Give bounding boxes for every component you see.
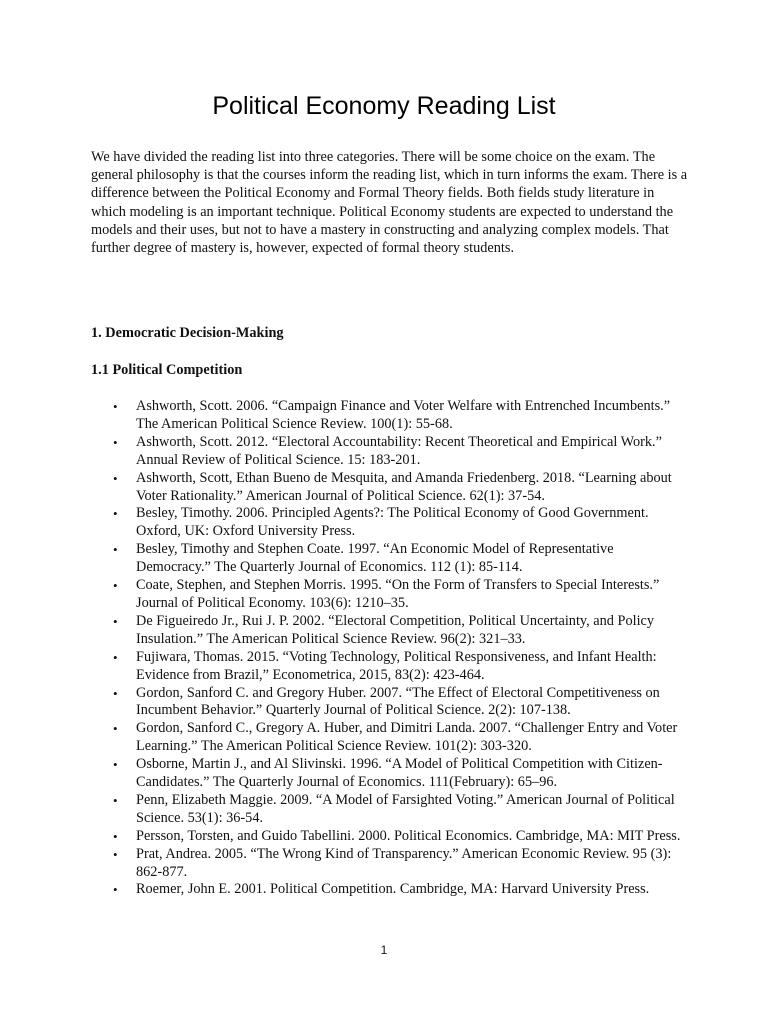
reference-text: Ashworth, Scott. 2012. “Electoral Accountability: Recent Theoretical and Empirical Work.” Annual Review of Political Science. 15: 183-201. <box>136 433 662 468</box>
reference-item <box>91 505 691 541</box>
reference-text: Coate, Stephen, and Stephen Morris. 1995. “On the Form of Transfers to Special Interests.” Journal of Political Economy. 103(6): 1210–35. <box>136 577 660 611</box>
reference-item <box>91 792 691 828</box>
reference-item <box>91 685 691 721</box>
reference-text: Ashworth, Scott, Ethan Bueno de Mesquita, and Amanda Friedenberg. 2018. “Learning about Voter Rationality.” American Journal of Political Science. 62(1): 37-54. <box>136 469 672 504</box>
bullet-icon: • <box>113 470 118 486</box>
reference-text: Gordon, Sanford C. and Gregory Huber. 2007. “The Effect of Electoral Competitiveness on Incumbent Behavior.” Quarterly Journal of Political Science. 2(2): 107-138. <box>136 684 660 719</box>
reference-list <box>91 398 691 899</box>
bullet-icon: • <box>113 506 118 522</box>
bullet-icon: • <box>113 828 118 844</box>
reference-item <box>91 434 691 470</box>
bullet-icon: • <box>113 757 118 773</box>
intro-paragraph: We have divided the reading list into three categories. There will be some choice on the exam. The general philosophy is that the courses inform the reading list, which in turn informs the exam. There is a difference between the Political Economy and Formal Theory fields. Both fields study literature in which modeling is an important technique. Political Economy students are expected to understand the models and their uses, but not to have a mastery in constructing and analyzing complex models. That further degree of mastery is, however, expected of formal theory students. <box>91 149 688 257</box>
reference-item <box>91 720 691 756</box>
bullet-icon: • <box>113 434 118 450</box>
reference-text: Ashworth, Scott. 2006. “Campaign Finance and Voter Welfare with Entrenched Incumbents.” The American Political Science Review. 100(1): 55-68. <box>136 398 671 432</box>
reference-item <box>91 613 691 649</box>
reference-text: De Figueiredo Jr., Rui J. P. 2002. “Electoral Competition, Political Uncertainty, and Policy Insulation.” The American Political Science Review. 96(2): 321–33. <box>136 612 655 647</box>
reference-item <box>91 828 691 846</box>
reference-item <box>91 398 691 434</box>
reference-text: Osborne, Martin J., and Al Slivinski. 1996. “A Model of Political Competition with Citizen-Candidates.” The Quarterly Journal of Economics. 111(February): 65–96. <box>136 756 663 791</box>
bullet-icon: • <box>113 613 118 629</box>
bullet-icon: • <box>113 542 118 558</box>
reference-text: Penn, Elizabeth Maggie. 2009. “A Model of Farsighted Voting.” American Journal of Political Science. 53(1): 36-54. <box>136 791 675 826</box>
section-heading: 1. Democratic Decision-Making <box>91 325 284 341</box>
reference-text: Persson, Torsten, and Guido Tabellini. 2000. Political Economics. Cambridge, MA: MIT Press. <box>136 827 681 844</box>
reference-item <box>91 756 691 792</box>
reference-text: Gordon, Sanford C., Gregory A. Huber, and Dimitri Landa. 2007. “Challenger Entry and Voter Learning.” The American Political Science Review. 101(2): 303-320. <box>136 720 678 755</box>
reference-item <box>91 577 691 613</box>
reference-text: Besley, Timothy. 2006. Principled Agents?: The Political Economy of Good Government. Oxford, UK: Oxford University Press. <box>136 505 649 540</box>
bullet-icon: • <box>113 685 118 701</box>
bullet-icon: • <box>113 721 118 737</box>
reference-item <box>91 470 691 506</box>
reference-text: Fujiwara, Thomas. 2015. “Voting Technology, Political Responsiveness, and Infant Health: Evidence from Brazil,” Econometrica, 2015, 83(2): 423-464. <box>136 648 657 683</box>
bullet-icon: • <box>113 792 118 808</box>
reference-item <box>91 541 691 577</box>
reference-item <box>91 881 691 899</box>
reference-text: Prat, Andrea. 2005. “The Wrong Kind of Transparency.” American Economic Review. 95 (3): 862-877. <box>136 845 672 880</box>
reference-text: Besley, Timothy and Stephen Coate. 1997. “An Economic Model of Representative Democracy.” The Quarterly Journal of Economics. 112 (1): 85-114. <box>136 541 614 576</box>
page-number: 1 <box>380 943 388 957</box>
bullet-icon: • <box>113 578 118 594</box>
bullet-icon: • <box>113 882 118 898</box>
bullet-icon: • <box>113 846 118 862</box>
bullet-icon: • <box>113 399 118 414</box>
reference-item <box>91 846 691 882</box>
page-title: Political Economy Reading List <box>212 92 556 120</box>
reference-item <box>91 649 691 685</box>
reference-text: Roemer, John E. 2001. Political Competition. Cambridge, MA: Harvard University Press. <box>136 881 650 898</box>
subsection-heading: 1.1 Political Competition <box>91 362 243 378</box>
bullet-icon: • <box>113 649 118 665</box>
